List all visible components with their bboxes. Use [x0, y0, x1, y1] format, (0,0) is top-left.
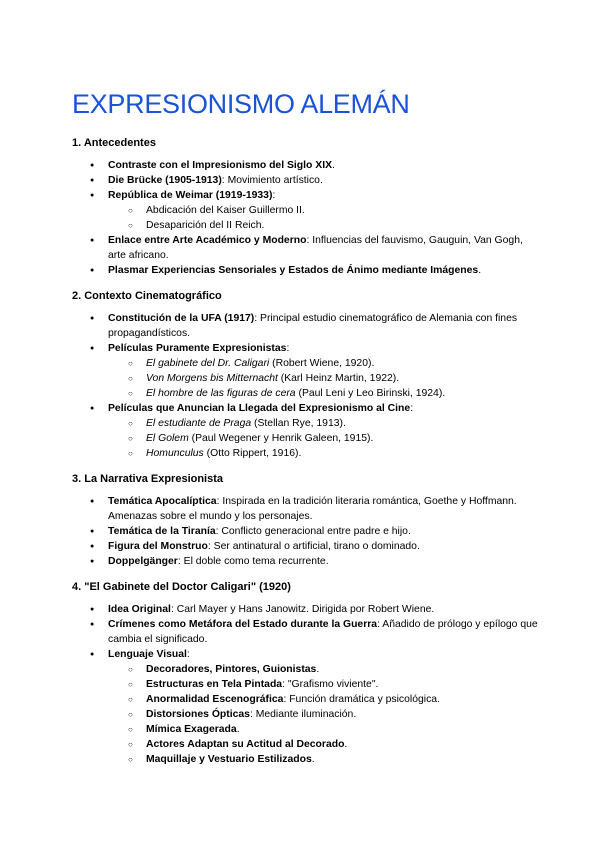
item-term: Idea Original	[108, 604, 171, 615]
sub-list	[128, 416, 540, 461]
sub-item-text: (Robert Wiene, 1920).	[269, 358, 375, 369]
list-item	[90, 158, 540, 173]
document-title: EXPRESIONISMO ALEMÁN	[72, 89, 410, 119]
item-term: Doppelgänger	[108, 556, 178, 567]
item-text: : Añadido de prólogo y epílogo que cambia el significado.	[108, 619, 538, 645]
item-text: : El doble como tema recurrente.	[177, 556, 329, 567]
item-text: : Carl Mayer y Hans Janowitz. Dirigida por Robert Wiene.	[170, 604, 435, 615]
sub-list	[128, 662, 540, 767]
sub-list-item	[128, 662, 540, 677]
list-item	[90, 173, 540, 188]
sub-item-term: Mímica Exagerada	[146, 724, 237, 735]
item-term: República de Weimar (1919-1933)	[108, 190, 273, 201]
section-heading: 2. Contexto Cinematográfico	[72, 290, 222, 302]
film-title: El hombre de las figuras de cera	[146, 388, 296, 399]
sub-item-text: : Función dramática y psicológica.	[283, 694, 440, 705]
sub-item-text: (Otto Rippert, 1916).	[203, 448, 302, 459]
sub-item-text: (Paul Leni y Leo Birinski, 1924).	[295, 388, 446, 399]
list-item	[90, 647, 540, 767]
list-item	[90, 494, 540, 524]
item-text: :	[272, 190, 276, 201]
item-term: Temática de la Tiranía	[108, 526, 216, 537]
item-text: : Ser antinatural o artificial, tirano o dominado.	[207, 541, 420, 552]
sub-item-text: (Paul Wegener y Henrik Galeen, 1915).	[188, 433, 374, 444]
sub-item-text: (Stellan Rye, 1913).	[251, 418, 346, 429]
section-heading: 3. La Narrativa Expresionista	[72, 473, 224, 485]
sub-item-term: Estructuras en Tela Pintada	[146, 679, 283, 690]
item-text: : Conflicto generacional entre padre e hijo.	[215, 526, 411, 537]
film-title: El Golem	[146, 433, 189, 444]
film-title: Von Morgens bis Mitternacht	[146, 373, 278, 384]
item-text: : Inspirada en la tradición literaria romántica, Goethe y Hoffmann. Amenazas sobre el mundo y los personajes.	[108, 496, 517, 522]
film-title: El estudiante de Praga	[146, 418, 252, 429]
sub-item-term: Maquillaje y Vestuario Estilizados	[146, 754, 312, 765]
sub-list-item	[128, 677, 540, 692]
sub-list-item	[128, 446, 540, 461]
sub-list-item	[128, 416, 540, 431]
sub-list-item	[128, 722, 540, 737]
sub-item-text: .	[344, 739, 348, 750]
sub-list-item	[128, 371, 540, 386]
section-antecedentes	[72, 136, 540, 278]
sub-item-text: : "Grafismo viviente".	[282, 679, 379, 690]
sub-item-term: Anormalidad Escenográfica	[146, 694, 284, 705]
item-term: Películas Puramente Expresionistas	[108, 343, 287, 354]
list-item	[90, 524, 540, 539]
item-term: Películas que Anuncian la Llegada del Expresionismo al Cine	[108, 403, 411, 414]
list-item	[90, 602, 540, 617]
list-item	[90, 233, 540, 263]
film-title: Homunculus	[146, 448, 204, 459]
bullet-list	[90, 494, 540, 569]
sub-item-text: Abdicación del Kaiser Guillermo II.	[146, 205, 305, 216]
sub-list-item	[128, 203, 540, 218]
item-term: Constitución de la UFA (1917)	[108, 313, 255, 324]
sub-item-term: Decoradores, Pintores, Guionistas	[146, 664, 317, 675]
section-contexto-cinematografico	[72, 289, 540, 461]
bullet-list	[90, 602, 540, 767]
item-term: Contraste con el Impresionismo del Siglo XIX	[108, 160, 333, 171]
section-heading: 1. Antecedentes	[72, 137, 156, 149]
item-text: :	[286, 343, 290, 354]
item-term: Die Brücke (1905-1913)	[108, 175, 222, 186]
sub-list-item	[128, 737, 540, 752]
sub-list-item	[128, 431, 540, 446]
sub-item-term: Actores Adaptan su Actitud al Decorado	[146, 739, 345, 750]
sub-list-item	[128, 356, 540, 371]
bullet-list	[90, 311, 540, 461]
sub-item-text: : Mediante iluminación.	[249, 709, 357, 720]
list-item	[90, 401, 540, 461]
sub-list-item	[128, 218, 540, 233]
item-text: :	[410, 403, 414, 414]
section-gabinete-caligari	[72, 580, 540, 767]
item-term: Figura del Monstruo	[108, 541, 208, 552]
bullet-list	[90, 158, 540, 278]
list-item	[90, 341, 540, 401]
sub-list-item	[128, 752, 540, 767]
sub-item-text: .	[236, 724, 240, 735]
list-item	[90, 617, 540, 647]
section-narrativa-expresionista	[72, 472, 540, 569]
section-heading: 4. "El Gabinete del Doctor Caligari" (1920)	[72, 581, 291, 593]
item-term: Temática Apocalíptica	[108, 496, 217, 507]
sub-list-item	[128, 692, 540, 707]
list-item	[90, 188, 540, 233]
item-text: : Influencias del fauvismo, Gauguin, Van Gogh, arte africano.	[108, 235, 523, 261]
item-text: .	[478, 265, 482, 276]
item-term: Lenguaje Visual	[108, 649, 187, 660]
list-item	[90, 263, 540, 278]
sub-list	[128, 356, 540, 401]
list-item	[90, 554, 540, 569]
sub-item-text: .	[316, 664, 320, 675]
item-term: Crímenes como Metáfora del Estado durante la Guerra	[108, 619, 378, 630]
item-term: Enlace entre Arte Académico y Moderno	[108, 235, 307, 246]
list-item	[90, 539, 540, 554]
sub-item-text: Desaparición del II Reich.	[146, 220, 265, 231]
item-text: .	[332, 160, 335, 171]
film-title: El gabinete del Dr. Caligari	[146, 358, 270, 369]
item-term: Plasmar Experiencias Sensoriales y Estados de Ánimo mediante Imágenes	[108, 265, 479, 276]
sub-list	[128, 203, 540, 233]
sub-item-term: Distorsiones Ópticas	[146, 709, 250, 720]
sub-list-item	[128, 386, 540, 401]
item-text: : Principal estudio cinematográfico de Alemania con fines propagandísticos.	[108, 313, 518, 339]
sub-list-item	[128, 707, 540, 722]
item-text: :	[186, 649, 190, 660]
list-item	[90, 311, 540, 341]
item-text: : Movimiento artístico.	[221, 175, 323, 186]
sub-item-text: .	[311, 754, 315, 765]
sub-item-text: (Karl Heinz Martin, 1922).	[277, 373, 400, 384]
